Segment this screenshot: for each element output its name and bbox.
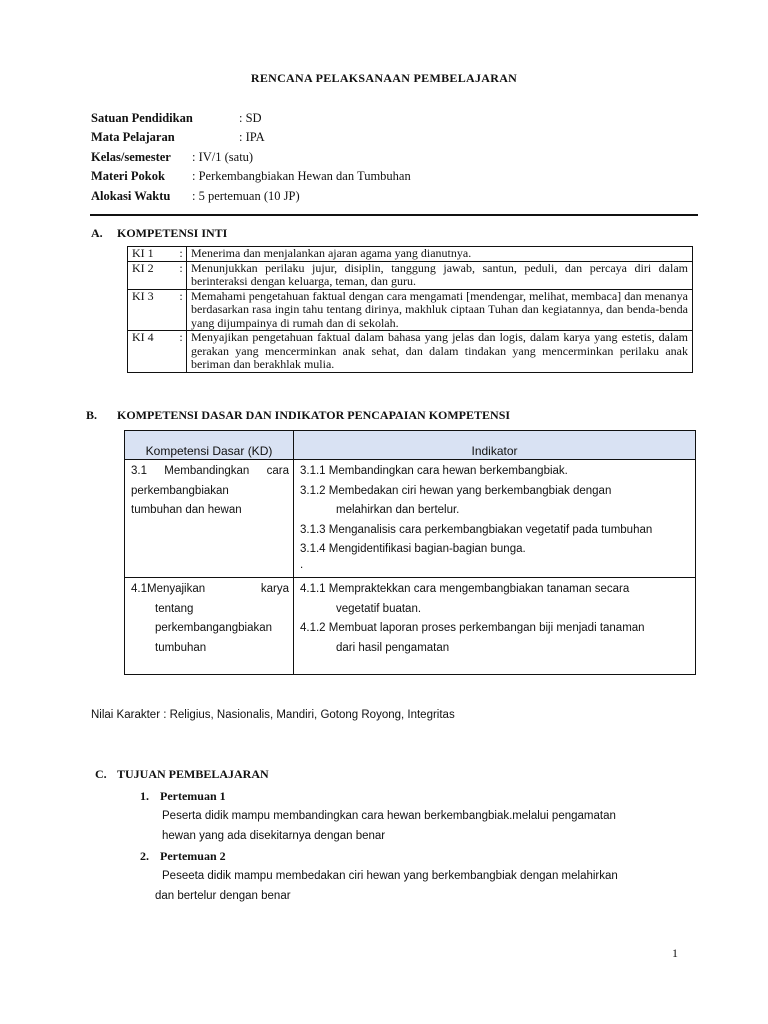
page-number: 1 (672, 946, 678, 960)
ki-code: KI 4 (128, 331, 177, 373)
ki-separator: : (176, 261, 187, 289)
indikator-line: vegetatif buatan. (336, 602, 422, 615)
kompetensi-inti-table (127, 246, 693, 373)
meta-value: : Perkembangbiakan Hewan dan Tumbuhan (192, 169, 411, 183)
kd-line (131, 462, 289, 482)
section-title: KOMPETENSI INTI (117, 226, 228, 240)
kd-word: cara (266, 465, 289, 477)
header-indikator: Indikator (294, 431, 696, 460)
pertemuan-2-heading (140, 849, 226, 864)
kd-line: tumbuhan dan hewan (131, 504, 242, 516)
ki-text: Menerima dan menjalankan ajaran agama yang dianutnya. (187, 247, 693, 262)
kd-line (131, 580, 289, 600)
pertemuan-title: Pertemuan 2 (160, 849, 226, 863)
pertemuan-number: 1. (140, 789, 149, 803)
meta-key: Alokasi Waktu (91, 189, 171, 203)
ki-text: Menyajikan pengetahuan faktual dalam bahasa yang jelas dan logis, dalam karya yang estetis, dalam gerakan yang mencerminkan anak sehat, dan dalam tindakan yang mencerminkan perilaku anak beriman dan berakhlak mulia. (187, 331, 693, 373)
table-row (128, 247, 693, 262)
table-row (125, 578, 696, 675)
indikator-line: 4.1.1 Mempraktekkan cara mengembangbiakan tanaman secara (300, 583, 630, 595)
meta-value: : SD (239, 111, 262, 125)
kd-word: 3.1 (131, 465, 147, 477)
indikator-cell (294, 578, 696, 675)
ki-text: Memahami pengetahuan faktual dengan cara mengamati [mendengar, melihat, membaca] dan menanya berdasarkan rasa ingin tahu tentang dirinya, makhluk ciptaan Tuhan dan kegiatannya, dan benda-benda yang dijumpainya di rumah dan di sekolah. (187, 289, 693, 331)
kd-line: tentang (155, 602, 194, 615)
meta-key: Satuan Pendidikan (91, 111, 193, 125)
kd-indikator-table (124, 430, 696, 675)
section-number: A. (91, 226, 103, 240)
pertemuan-2-text (155, 866, 685, 906)
page-title: RENCANA PELAKSANAAN PEMBELAJARAN (250, 71, 518, 85)
ki-separator: : (176, 289, 187, 331)
pertemuan-title: Pertemuan 1 (160, 789, 226, 803)
ki-separator: : (176, 247, 187, 262)
table-row (128, 261, 693, 289)
paragraph-line: dan bertelur dengan benar (155, 890, 291, 902)
meta-value: : 5 pertemuan (10 JP) (192, 189, 300, 203)
kd-word: 4.1Menyajikan (131, 583, 206, 595)
header-kd: Kompetensi Dasar (KD) (125, 431, 294, 460)
indikator-line: 4.1.2 Membuat laporan proses perkembangan biji menjadi tanaman (300, 622, 645, 634)
ki-code: KI 3 (128, 289, 177, 331)
ki-code: KI 2 (128, 261, 177, 289)
section-title: TUJUAN PEMBELAJARAN (117, 767, 269, 781)
section-title: KOMPETENSI DASAR DAN INDIKATOR PENCAPAIAN KOMPETENSI (117, 408, 511, 422)
kd-line: perkembangangbiakan (155, 622, 273, 634)
pertemuan-number: 2. (140, 849, 149, 863)
indikator-line: 3.1.2 Membedakan ciri hewan yang berkembangbiak dengan (300, 484, 612, 497)
indikator-line: melahirkan dan bertelur. (336, 504, 460, 516)
paragraph-line: hewan yang ada disekitarnya dengan benar (162, 830, 386, 842)
table-row (128, 289, 693, 331)
ki-code: KI 1 (128, 247, 177, 262)
meta-value: : IPA (239, 130, 265, 144)
header-divider (90, 214, 698, 216)
pertemuan-1-heading (140, 789, 226, 804)
nilai-karakter: Nilai Karakter : Religius, Nasionalis, Mandiri, Gotong Royong, Integritas (91, 709, 455, 721)
indikator-line: dari hasil pengamatan (336, 641, 450, 654)
table-header-row (125, 431, 696, 460)
meta-value: : IV/1 (satu) (192, 150, 254, 164)
kd-line: tumbuhan (155, 641, 207, 654)
indikator-line: 3.1.4 Mengidentifikasi bagian-bagian bunga. (300, 543, 526, 555)
meta-key: Mata Pelajaran (91, 130, 175, 144)
meta-key: Kelas/semester (91, 150, 171, 164)
kd-cell (125, 578, 294, 675)
table-row (128, 331, 693, 373)
indikator-line: 3.1.3 Menganalisis cara perkembangbiakan vegetatif pada tumbuhan (300, 523, 653, 536)
kd-word: Membandingkan (164, 465, 250, 477)
indikator-cell (294, 460, 696, 578)
indikator-line: 3.1.1 Membandingkan cara hewan berkembangbiak. (300, 465, 568, 477)
section-number: B. (86, 408, 98, 422)
table-row (125, 460, 696, 578)
paragraph-line: Peserta didik mampu membandingkan cara hewan berkembangbiak.melalui pengamatan (162, 810, 616, 822)
meta-key: Materi Pokok (91, 169, 165, 183)
ki-text: Menunjukkan perilaku jujur, disiplin, tanggung jawab, santun, peduli, dan percaya diri dalam berinteraksi dengan keluarga, teman, dan guru. (187, 261, 693, 289)
kd-word: karya (260, 583, 289, 595)
kd-line: perkembangbiakan (131, 484, 229, 497)
pertemuan-1-text (162, 806, 674, 846)
paragraph-line: Peseeta didik mampu membedakan ciri hewan yang berkembangbiak dengan melahirkan (162, 870, 618, 882)
section-number: C. (95, 767, 107, 781)
ki-separator: : (176, 331, 187, 373)
kd-cell (125, 460, 294, 578)
indikator-line: . (300, 558, 304, 571)
